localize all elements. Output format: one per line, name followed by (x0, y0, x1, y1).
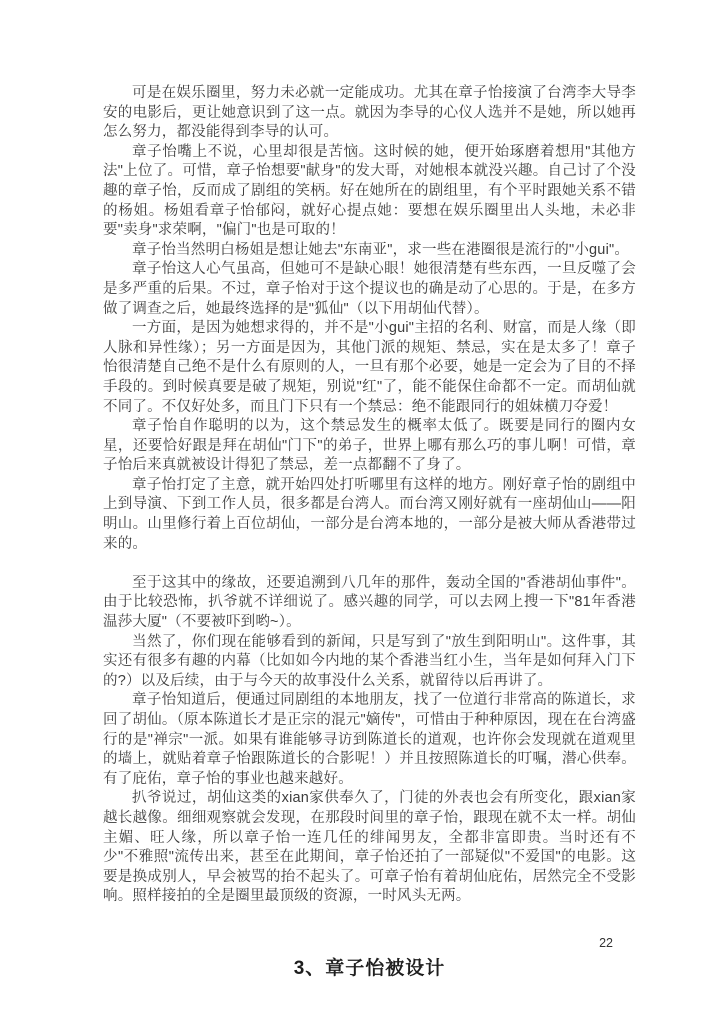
paragraph: 扒爷说过，胡仙这类的xian家供奉久了，门徒的外表也会有所变化，跟xian家越长越像。细细观察就会发现，在那段时间里的章子怡，跟现在就不太一样。胡仙主媚、旺人缘，所以章子怡一连几任的绯闻男友，全都非富即贵。当时还有不少"不雅照"流传出来，甚至在此期间，章子怡还拍了一部疑似"不爱国"的电影。这要是换成别人，早会被骂的抬不起头了。可章子怡有着胡仙庇佑，居然完全不受影响。照样接拍的全是圈里最顶级的资源，一时风头无两。 (103, 790, 636, 905)
page-body (103, 84, 636, 980)
paragraph: 当然了，你们现在能够看到的新闻，只是写到了"放生到阳明山"。这件事，其实还有很多有趣的内幕（比如如今内地的某个香港当红小生，当年是如何拜入门下的?）以及后续，由于与今天的故事没什么关系，就留待以后再讲了。 (103, 633, 636, 689)
paragraph: 章子怡嘴上不说，心里却很是苦恼。这时候的她，便开始琢磨着想用"其他方法"上位了。可惜，章子怡想要"献身"的发大哥，对她根本就没兴趣。自己讨了个没趣的章子怡，反而成了剧组的笑柄。好在她所在的剧组里，有个平时跟她关系不错的杨姐。杨姐看章子怡郁闷，就好心提点她：要想在娱乐圈里出人头地，未必非要"卖身"求荣啊，"偏门"也是可取的！ (103, 143, 636, 239)
paragraph: 至于这其中的缘故，还要追溯到八几年的那件，轰动全国的"香港胡仙事件"。由于比较恐怖，扒爷就不详细说了。感兴趣的同学，可以去网上搜一下"81年香港温莎大厦"（不要被吓到哟~）。 (103, 574, 636, 631)
paragraph: 一方面，是因为她想求得的，并不是"小gui"主招的名利、财富，而是人缘（即人脉和异性缘）；另一方面是因为，其他门派的规矩、禁忌，实在是太多了！章子怡很清楚自己绝不是什么有原则的人，一旦有那个必要，她是一定会为了目的不择手段的。到时候真要是破了规矩，别说"红"了，能不能保住命都不一定。而胡仙就不同了。不仅好处多，而且门下只有一个禁忌：绝不能跟同行的姐妹横刀夺爱！ (103, 320, 636, 415)
paragraph: 章子怡这人心气虽高，但她可不是缺心眼！她很清楚有些东西，一旦反噬了会是多严重的后果。不过，章子怡对于这个提议也的确是动了心思的。于是，在多方做了调查之后，她最终选择的是"狐仙"（以下用胡仙代替）。 (103, 261, 636, 317)
paragraph: 可是在娱乐圈里，努力未必就一定能成功。尤其在章子怡接演了台湾李大导李安的电影后，更让她意识到了这一点。就因为李导的心仪人选并不是她，所以她再怎么努力，都没能得到李导的认可。 (103, 85, 636, 141)
paragraph: 章子怡打定了主意，就开始四处打听哪里有这样的地方。刚好章子怡的剧组中上到导演、下到工作人员，很多都是台湾人。而台湾又刚好就有一座胡仙山——阳明山。山里修行着上百位胡仙，一部分是台湾本地的，一部分是被大师从香港带过来的。 (103, 476, 636, 552)
section-heading: 3、章子怡被设计 (293, 957, 446, 979)
page-number: 22 (599, 936, 613, 950)
paragraph: 章子怡知道后，便通过同剧组的本地朋友，找了一位道行非常高的陈道长，求回了胡仙。（原本陈道长才是正宗的混元"嫡传"，可惜由于种种原因，现在在台湾盛行的是"禅宗"一派。如果有谁能够寻访到陈道长的道观，也许你会发现就在道观里的墙上，就贴着章子怡跟陈道长的合影呢！）并且按照陈道长的叮嘱，潜心供奉。有了庇佑，章子怡的事业也越来越好。 (103, 692, 636, 787)
paragraph: 章子怡当然明白杨姐是想让她去"东南亚"，求一些在港圈很是流行的"小gui"。 (132, 241, 630, 258)
paragraph: 章子怡自作聪明的以为，这个禁忌发生的概率太低了。既要是同行的圈内女星，还要恰好跟是拜在胡仙"门下"的弟子，世界上哪有那么巧的事儿啊！可惜，章子怡后来真就被设计得犯了禁忌，差一点都翻不了身了。 (103, 418, 636, 474)
